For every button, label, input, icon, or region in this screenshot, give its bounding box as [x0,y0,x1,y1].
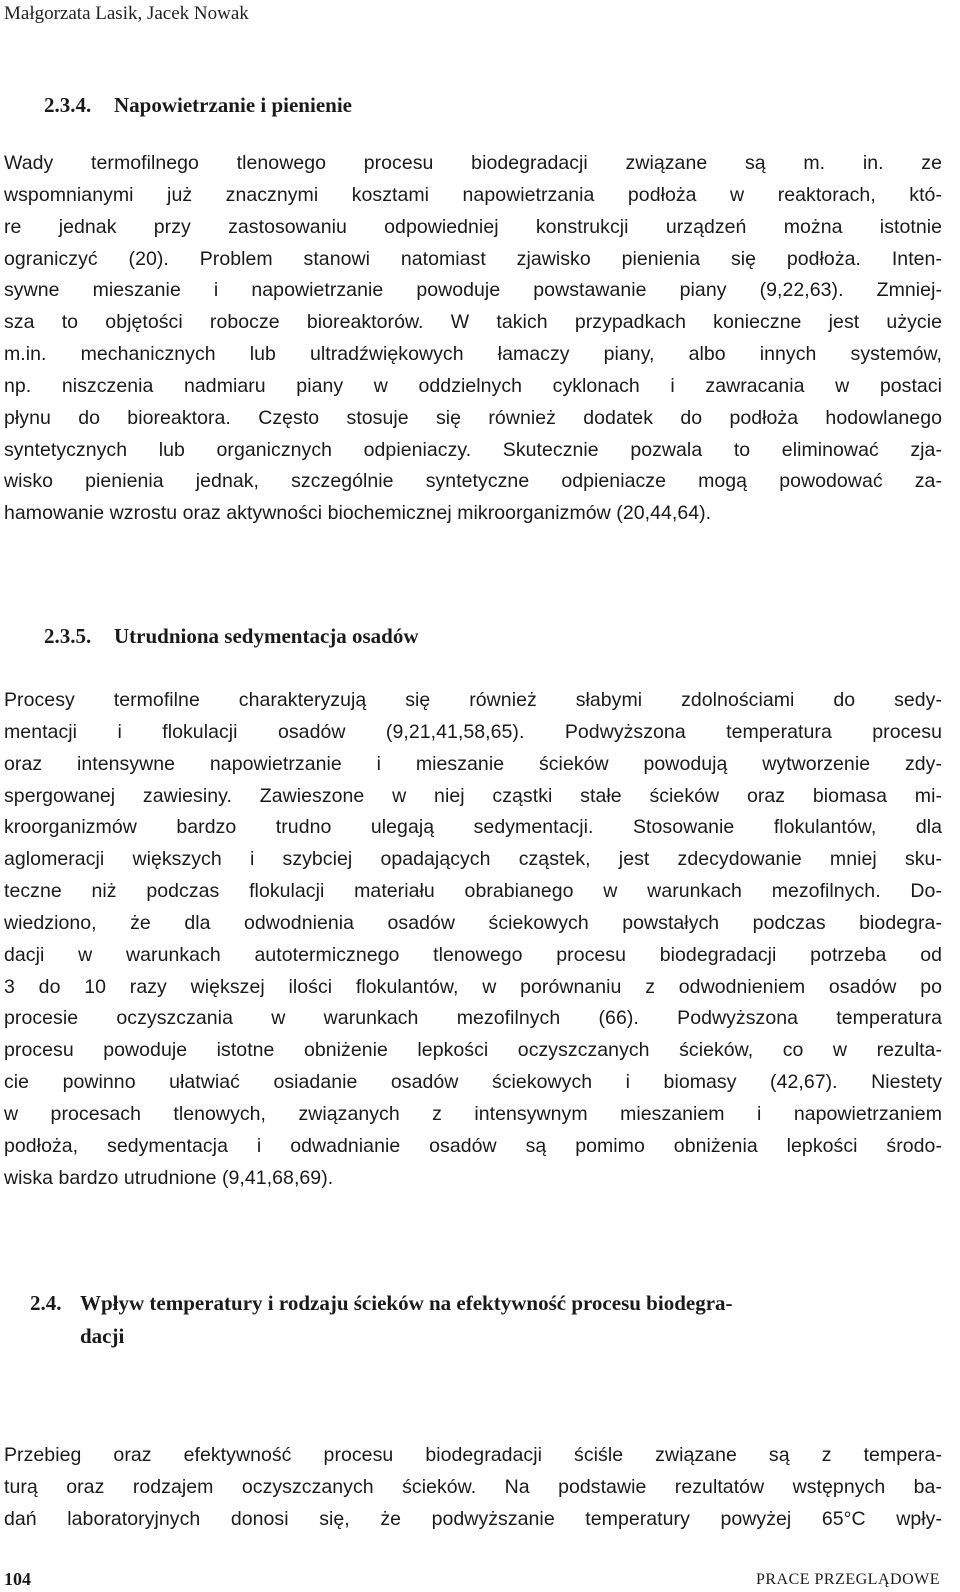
text-line: oraz intensywne napowietrzanie i mieszanie ścieków powodują wytworzenie zdy- [4,752,942,775]
text-line: sza to objętości robocze bioreaktorów. W takich przypadkach konieczne jest użycie [4,311,942,334]
running-footer-journal: PRACE PRZEGLĄDOWE [755,1571,940,1588]
section-number: 2.3.5. [44,624,92,648]
section-title-line-2: dacji [80,1324,125,1348]
text-line: mentacji i flokulacji osadów (9,21,41,58,65). Podwyższona temperatura procesu [4,720,942,743]
text-line: wspomnianymi już znacznymi kosztami napowietrzania podłoża w reaktorach, któ- [4,183,942,206]
text-line: syntetycznych lub organicznych odpieniaczy. Skutecznie pozwala to eliminować zja- [4,438,942,461]
text-line: 3 do 10 razy większej ilości flokulantów, w porównaniu z odwodnieniem osadów po [4,975,942,998]
text-line: wiedziono, że dla odwodnienia osadów ściekowych powstałych podczas biodegra- [4,911,942,934]
text-line: procesie oczyszczania w warunkach mezofilnych (66). Podwyższona temperatura [4,1007,942,1030]
text-line: wiska bardzo utrudnione (9,41,68,69). [4,1166,334,1189]
section-title-line-1: Wpływ temperatury i rodzaju ścieków na efektywność procesu biodegra- [80,1291,733,1315]
section-heading-2-3-5 [44,620,419,653]
section-number: 2.4. [30,1291,62,1315]
paragraph-foaming [4,148,942,530]
text-line: sywne mieszanie i napowietrzanie powoduje powstawanie piany (9,22,63). Zmniej- [4,279,942,302]
text-line: np. niszczenia nadmiaru piany w oddzielnych cyklonach i zawracania w postaci [4,374,942,397]
text-line: Przebieg oraz efektywność procesu biodegradacji ściśle związane są z tempera- [4,1444,942,1466]
text-line: Procesy termofilne charakteryzują się również słabymi zdolnościami do sedy- [4,689,942,711]
text-line: dań laboratoryjnych donosi się, że podwyższanie temperatury powyżej 65°C wpły- [4,1507,942,1530]
text-line: procesu powoduje istotne obniżenie lepkości oczyszczanych ścieków, co w rezulta- [4,1039,942,1062]
section-heading-2-3-4 [44,89,352,122]
text-line: cie powinno ułatwiać osiadanie osadów ściekowych i biomasy (42,67). Niestety [4,1071,942,1094]
text-line: podłoża, sedymentacja i odwadnianie osadów są pomimo obniżenia lepkości środo- [4,1134,942,1157]
text-line: spergowanej zawiesiny. Zawieszone w niej cząstki stałe ścieków oraz biomasa mi- [4,784,942,807]
text-line: teczne niż podczas flokulacji materiału obrabianego w warunkach mezofilnych. Do- [4,880,942,903]
text-line: m.in. mechanicznych lub ultradźwiękowych łamaczy piany, albo innych systemów, [4,343,942,366]
page-number: 104 [4,1569,31,1589]
section-title: Utrudniona sedymentacja osadów [114,624,419,648]
paragraph-temperature-effect [4,1440,942,1536]
running-header-authors: Małgorzata Lasik, Jacek Nowak [4,3,249,24]
text-line: hamowanie wzrostu oraz aktywności biochemicznej mikroorganizmów (20,44,64). [4,502,712,525]
text-line: aglomeracji większych i szybciej opadających cząstek, jest zdecydowanie mniej sku- [4,848,942,871]
text-line: wisko pienienia jednak, szczególnie syntetyczne odpieniacze mogą powodować za- [4,470,942,493]
paragraph-sedimentation [4,685,942,1195]
text-line: dacji w warunkach autotermicznego tlenowego procesu biodegradacji potrzeba od [4,943,942,966]
text-line: płynu do bioreaktora. Często stosuje się również dodatek do podłoża hodowlanego [4,406,942,429]
text-line: turą oraz rodzajem oczyszczanych ścieków. Na podstawie rezultatów wstępnych ba- [4,1475,942,1498]
section-heading-2-4 [30,1287,935,1353]
text-line: kroorganizmów bardzo trudno ulegają sedymentacji. Stosowanie flokulantów, dla [4,816,942,839]
section-title: Napowietrzanie i pienienie [114,93,352,117]
section-number: 2.3.4. [44,93,92,117]
text-line: Wady termofilnego tlenowego procesu biodegradacji związane są m. in. ze [4,152,942,174]
text-line: w procesach tlenowych, związanych z intensywnym mieszaniem i napowietrzaniem [4,1102,942,1125]
text-line: ograniczyć (20). Problem stanowi natomiast zjawisko pienienia się podłoża. Inten- [4,247,942,270]
text-line: re jednak przy zastosowaniu odpowiedniej konstrukcji urządzeń można istotnie [4,215,942,238]
